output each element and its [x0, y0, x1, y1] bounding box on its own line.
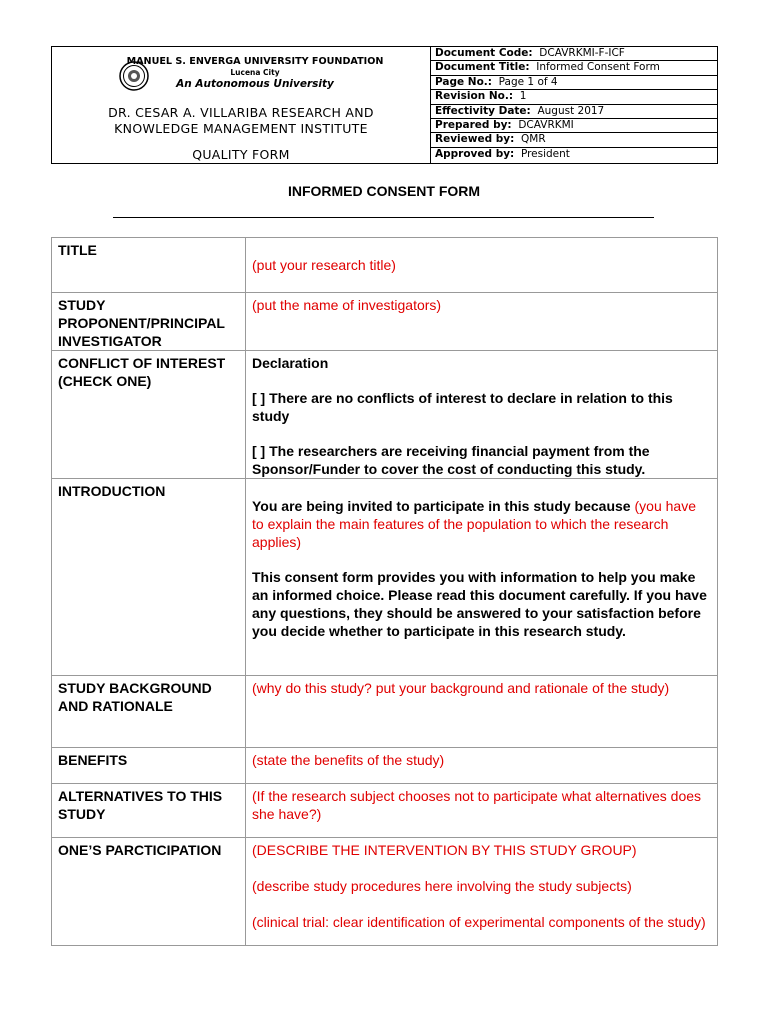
- row-content: [246, 784, 718, 838]
- row-label: TITLE: [52, 238, 246, 293]
- meta-row-reviewed-by: Reviewed by: QMR: [430, 133, 717, 147]
- meta-row-prepared-by: Prepared by: DCAVRKMI: [430, 119, 717, 133]
- row-content: [246, 479, 718, 676]
- row-benefits: [52, 748, 718, 784]
- row-content: [246, 838, 718, 946]
- conflict-option-none[interactable]: [ ] There are no conflicts of interest to declare in relation to this study: [252, 390, 673, 424]
- intro-paragraph-1: You are being invited to participate in this study because (you have to explain the main features of the population to which the research applies): [252, 498, 696, 550]
- benefits-placeholder: (state the benefits of the study): [252, 752, 445, 768]
- meta-row-page-no: Page No.: Page 1 of 4: [430, 76, 717, 90]
- meta-row-effectivity-date: Effectivity Date: August 2017: [430, 105, 717, 119]
- declaration-heading: Declaration: [252, 355, 329, 371]
- row-label: STUDY BACKGROUND AND RATIONALE: [52, 676, 246, 748]
- row-content: [246, 351, 718, 479]
- consent-form-table: [51, 237, 718, 946]
- page-title: INFORMED CONSENT FORM: [287, 183, 481, 199]
- meta-row-approved-by: Approved by: President: [435, 147, 570, 160]
- institute-name-line2: KNOWLEDGE MANAGEMENT INSTITUTE: [114, 121, 368, 136]
- row-label: ALTERNATIVES TO THIS STUDY: [52, 784, 246, 838]
- investigators-placeholder: (put the name of investigators): [252, 297, 442, 313]
- clinical-trial-placeholder: (clinical trial: clear identification of experimental components of the study): [252, 914, 706, 930]
- meta-row-document-code: Document Code: DCAVRKMI-F-ICF: [430, 47, 717, 61]
- row-proponent: [52, 293, 718, 351]
- form-type: QUALITY FORM: [192, 147, 290, 162]
- procedures-placeholder: (describe study procedures here involving the study subjects): [252, 878, 632, 894]
- university-tagline: An Autonomous University: [176, 78, 334, 90]
- row-content: [246, 293, 718, 351]
- institute-name-line1: DR. CESAR A. VILLARIBA RESEARCH AND: [108, 105, 374, 120]
- background-placeholder: (why do this study? put your background and rationale of the study): [252, 680, 670, 696]
- alternatives-placeholder: (If the research subject chooses not to participate what alternatives does she have?): [252, 788, 702, 822]
- university-name: MANUEL S. ENVERGA UNIVERSITY FOUNDATION: [126, 56, 384, 67]
- row-introduction: [52, 479, 718, 676]
- row-conflict-of-interest: [52, 351, 718, 479]
- row-content: [246, 676, 718, 748]
- header-institution-block: [52, 47, 431, 163]
- meta-row-revision-no: Revision No.: 1: [430, 90, 717, 104]
- population-placeholder: (you have to explain the main features of the population to which the research applies): [252, 498, 696, 550]
- meta-row-document-title: Document Title: Informed Consent Form: [430, 61, 717, 75]
- row-content: [246, 238, 718, 293]
- row-label: ONE’S PARCTICIPATION: [52, 838, 246, 946]
- row-label: BENEFITS: [52, 748, 246, 784]
- row-label: INTRODUCTION: [52, 479, 246, 676]
- research-title-placeholder: (put your research title): [252, 257, 396, 273]
- university-city: Lucena City: [230, 68, 280, 77]
- row-background: [52, 676, 718, 748]
- document-meta-table: [430, 47, 717, 162]
- row-participation: [52, 838, 718, 946]
- intervention-placeholder: (DESCRIBE THE INTERVENTION BY THIS STUDY GROUP): [252, 842, 637, 858]
- document-header: [51, 46, 718, 164]
- conflict-option-financial[interactable]: [ ] The researchers are receiving financial payment from the Sponsor/Funder to cover the cost of conducting this study.: [252, 443, 650, 477]
- row-alternatives: [52, 784, 718, 838]
- title-divider: [113, 217, 654, 218]
- row-content: [246, 748, 718, 784]
- intro-paragraph-2: This consent form provides you with information to help you make an informed choice. Please read this document carefully. If you have any questions, they should be answered to your satisfaction before you decide whether to participate in this research study.: [252, 569, 707, 639]
- row-title: [52, 238, 718, 293]
- row-label: STUDY PROPONENT/PRINCIPAL INVESTIGATOR: [52, 293, 246, 351]
- row-label: CONFLICT OF INTEREST (CHECK ONE): [52, 351, 246, 479]
